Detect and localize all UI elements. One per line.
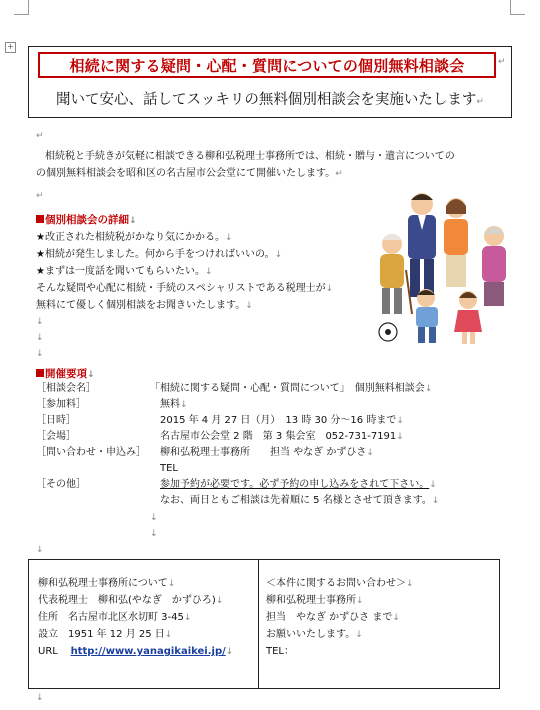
info-table-divider — [258, 559, 259, 689]
paragraph-mark: ↓ — [150, 529, 158, 539]
paragraph-mark: ↓ — [150, 513, 158, 523]
bullet-text: ★まずは一度話を聞いてもらいたい。 — [36, 266, 205, 277]
outline-row-label — [36, 478, 86, 492]
paragraph-mark: ↓ — [36, 349, 44, 359]
website-link[interactable]: http://www.yanagikaikei.jp/ — [70, 646, 226, 657]
outline-row-value: 「相続に関する疑問・心配・質問について」 個別無料相談会↓ — [150, 383, 433, 394]
bullet-text: ★相続が発生しました。何から手をつければいいの。 — [36, 249, 275, 260]
paragraph-mark: ↵ — [36, 131, 44, 141]
intro-line-1: 相続税と手続きが気軽に相談できる柳和弘税理士事務所では、相続・贈与・遺言についての — [45, 151, 455, 162]
table-move-handle[interactable]: + — [5, 42, 16, 53]
row-value: TEL — [160, 463, 178, 474]
outline-row-value: なお、両日ともご相談は先着順に 5 名様とさせて頂きます。↓ — [160, 495, 440, 506]
row-label: ［日時］ — [36, 415, 76, 426]
contact-office-text: 柳和弘税理士事務所 — [266, 595, 356, 606]
contact-tel-text: TEL： — [266, 646, 294, 657]
details-bullet: ★まずは一度話を聞いてもらいたい。↓ — [36, 266, 213, 277]
details-heading-text: 個別相談会の詳細 — [45, 214, 129, 226]
details-heading: 個別相談会の詳細↓ — [36, 212, 137, 227]
paragraph-mark: ↓ — [36, 333, 44, 343]
subtitle-text: 聞いて安心、話してスッキリの無料個別相談会を実施いたします — [56, 92, 477, 108]
row-label: ［問い合わせ・申込み］ — [36, 447, 146, 458]
outline-row-label — [36, 446, 146, 460]
paragraph-mark: ↓ — [36, 317, 44, 327]
outline-row-value: 名古屋市公会堂 2 階 第 3 集会室 052-731-7191↓ — [160, 431, 404, 442]
office-founded: 設立 1951 年 12 月 25 日↓ — [38, 629, 173, 640]
outline-row-value — [160, 462, 178, 476]
contact-request-text: お願いいたします。 — [266, 629, 356, 640]
outline-row-label — [36, 398, 86, 412]
paragraph-mark: ↓ — [36, 693, 44, 703]
office-rep-text: 代表税理士 柳和弘(やなぎ かずひろ) — [38, 595, 216, 606]
outline-row-value: 2015 年 4 月 27 日（月） 13 時 30 分～16 時まで↓ — [160, 415, 404, 426]
bullet-text: ★改正された相続税がかなり気にかかる。 — [36, 232, 225, 243]
details-closing: そんな疑問や心配に相続・手続のスペシャリストである税理士が↓ — [36, 283, 334, 294]
outline-heading-text: 開催要項 — [45, 368, 87, 380]
row-value: 2015 年 4 月 27 日（月） 13 時 30 分～16 時まで — [160, 415, 397, 426]
outline-row-label — [36, 382, 96, 396]
paragraph-mark: ↵ — [498, 57, 506, 67]
reservation-notice: 参加予約が必要です。必ず予約の申し込みをされて下さい。 — [160, 479, 430, 490]
closing-text: 無料にて優しく個別相談をお聞きいたします。 — [36, 300, 246, 311]
title-box — [38, 52, 496, 78]
page-corner-mark — [14, 0, 29, 15]
office-address: 住所 名古屋市北区水切町 3-45↓ — [38, 612, 192, 623]
page-title: 相続に関する疑問・心配・質問についての個別無料相談会 — [69, 56, 465, 75]
contact-person-text: 担当 やなぎ かずひさ まで — [266, 612, 393, 623]
paragraph-mark: ↵ — [36, 191, 44, 201]
row-label: ［相談会名］ — [36, 383, 96, 394]
row-label: ［会場］ — [36, 431, 76, 442]
office-url-row: URL http://www.yanagikaikei.jp/↓ — [38, 646, 234, 657]
office-founded-text: 設立 1951 年 12 月 25 日 — [38, 629, 165, 640]
office-rep: 代表税理士 柳和弘(やなぎ かずひろ)↓ — [38, 595, 224, 606]
details-bullet: ★相続が発生しました。何から手をつければいいの。↓ — [36, 249, 283, 260]
row-value: 名古屋市公会堂 2 階 第 3 集会室 052-731-7191 — [160, 431, 397, 442]
office-heading: 柳和弘税理士事務所について↓ — [38, 578, 176, 589]
details-closing: 無料にて優しく個別相談をお聞きいたします。↓ — [36, 300, 253, 311]
contact-heading-text: ＜本件に関するお問い合わせ＞ — [266, 578, 406, 589]
family-illustration — [370, 182, 520, 352]
contact-heading: ＜本件に関するお問い合わせ＞↓ — [266, 578, 414, 589]
outline-row-label — [36, 430, 76, 444]
outline-row-value: 参加予約が必要です。必ず予約の申し込みをされて下さい。↓ — [160, 479, 437, 490]
row-value: 柳和弘税理士事務所 担当 やなぎ かずひさ — [160, 447, 367, 458]
row-value: 「相続に関する疑問・心配・質問について」 個別無料相談会 — [150, 383, 425, 394]
row-label: ［その他］ — [36, 479, 86, 490]
contact-request: お願いいたします。↓ — [266, 629, 363, 640]
intro-line-2: の個別無料相談会を昭和区の名古屋市公会堂にて開催いたします。 — [36, 168, 336, 179]
contact-office: 柳和弘税理士事務所↓ — [266, 595, 364, 606]
intro-paragraph: 相続税と手続きが気軽に相談できる柳和弘税理士事務所では、相続・贈与・遺言についての の個別無料相談会を昭和区の名古屋市公会堂にて開催いたします。↵ — [36, 151, 455, 179]
details-bullet: ★改正された相続税がかなり気にかかる。↓ — [36, 232, 233, 243]
closing-text: そんな疑問や心配に相続・手続のスペシャリストである税理士が — [36, 283, 326, 294]
page-corner-mark — [510, 0, 525, 15]
outline-heading: 開催要項↓ — [36, 366, 95, 381]
outline-row-value: 無料↓ — [160, 399, 188, 410]
outline-row-value: 柳和弘税理士事務所 担当 やなぎ かずひさ↓ — [160, 447, 374, 458]
row-label: ［参加料］ — [36, 399, 86, 410]
url-label: URL — [38, 646, 58, 657]
row-value: なお、両日ともご相談は先着順に 5 名様とさせて頂きます。 — [160, 495, 432, 506]
contact-tel — [266, 645, 294, 659]
row-value: 無料 — [160, 399, 180, 410]
contact-person: 担当 やなぎ かずひさ まで↓ — [266, 612, 400, 623]
paragraph-mark: ↓ — [36, 545, 44, 555]
page-subtitle: 聞いて安心、話してスッキリの無料個別相談会を実施いたします↵ — [56, 92, 484, 108]
office-heading-text: 柳和弘税理士事務所について — [38, 578, 168, 589]
outline-row-label — [36, 414, 76, 428]
office-address-text: 住所 名古屋市北区水切町 3-45 — [38, 612, 184, 623]
